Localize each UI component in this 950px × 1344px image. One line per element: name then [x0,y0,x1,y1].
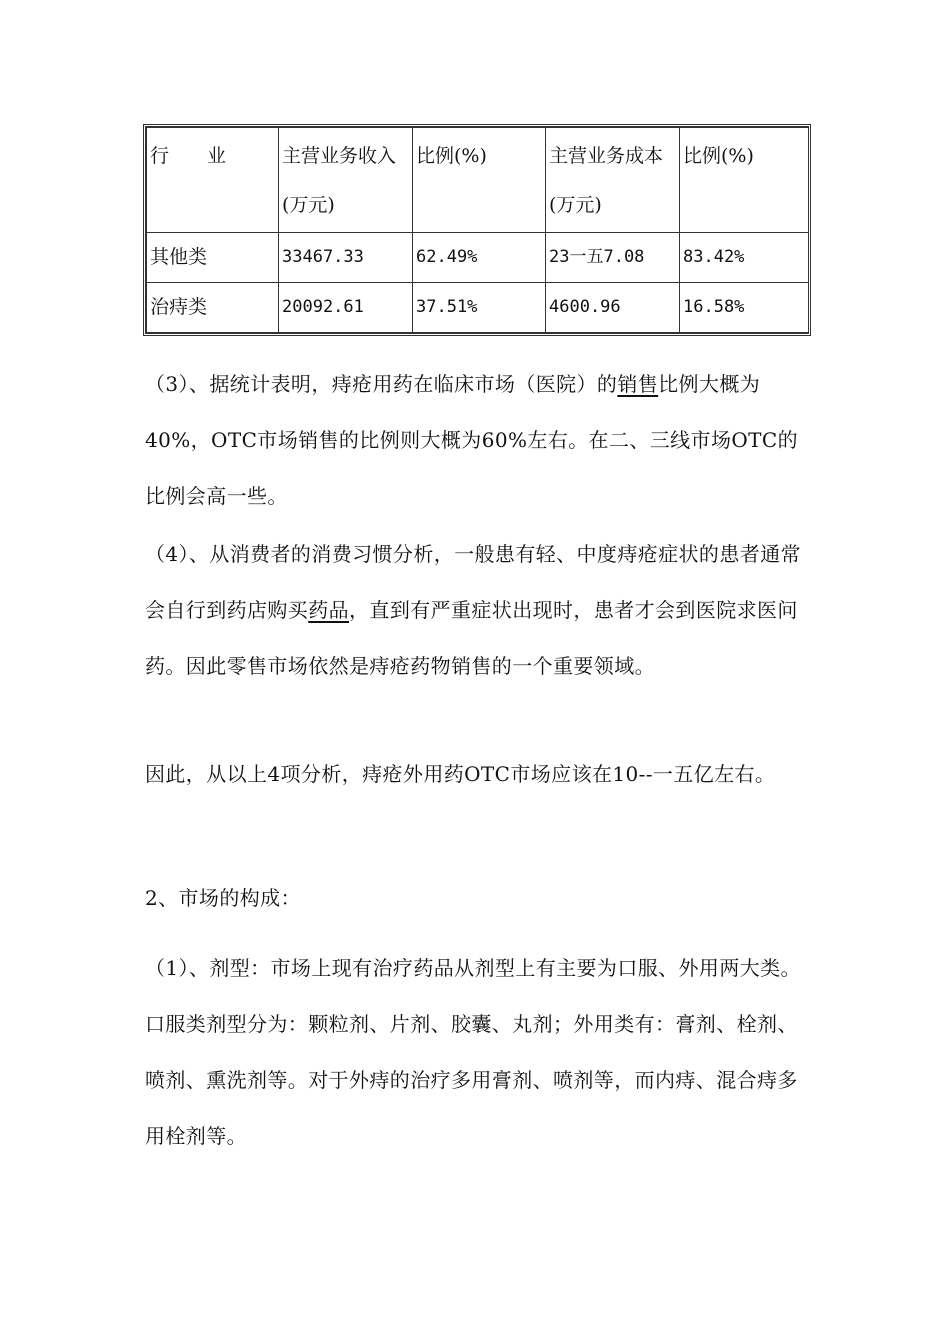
paragraph-text: 比例大概为40%，OTC市场销售的比例则大概为60%左右。在二、三线市场OTC的比例会高一些。 [145,372,798,508]
table-header-row [147,128,809,233]
table-row [147,233,809,283]
cell-revenue-ratio: 37.51% [413,283,546,333]
cell-revenue-ratio: 62.49% [413,233,546,283]
industry-revenue-table [146,127,809,333]
paragraph-conclusion: 因此，从以上4项分析，痔疮外用药OTC市场应该在10--一五亿左右。 [145,762,776,786]
paragraph-text: （4）、从消费者的消费习惯分析，一般患有轻、中度痔疮症状的患者通常会自行到药店购买 [145,542,801,622]
header-revenue-ratio: 比例(%) [413,128,546,233]
paragraph-text: ，直到有严重症状出现时，患者才会到医院求医问药。因此零售市场依然是痔疮药物销售的一个重要领域。 [145,598,798,678]
cell-revenue: 33467.33 [279,233,413,283]
header-cost-ratio: 比例(%) [680,128,809,233]
sales-link[interactable]: 销售 [617,372,659,396]
industry-revenue-table-frame [143,124,811,336]
cell-cost: 23一五7.08 [546,233,680,283]
paragraph-dosage-forms: （1）、剂型：市场上现有治疗药品从剂型上有主要为口服、外用两大类。口服类剂型分为：颗粒剂、片剂、胶囊、丸剂；外用类有：膏剂、栓剂、喷剂、熏洗剂等。对于外痔的治疗多用膏剂、喷剂等，而内痔、混合痔多用栓剂等。 [145,956,801,1148]
paragraph-text: （3）、据统计表明，痔疮用药在临床市场（医院）的 [145,372,618,396]
cell-revenue: 20092.61 [279,283,413,333]
cell-industry: 治痔类 [147,283,279,333]
cell-cost-ratio: 83.42% [680,233,809,283]
table-row [147,283,809,333]
section-title-market-composition: 2、市场的构成： [145,886,301,910]
header-main-cost: 主营业务成本(万元) [546,128,680,233]
header-main-revenue: 主营业务收入(万元) [279,128,413,233]
cell-cost-ratio: 16.58% [680,283,809,333]
cell-cost: 4600.96 [546,283,680,333]
header-industry: 行 业 [147,128,279,233]
paragraph-consumer-habits [145,526,810,694]
medicine-link[interactable]: 药品 [308,598,350,622]
cell-industry: 其他类 [147,233,279,283]
paragraph-clinical-ratio [145,356,810,524]
